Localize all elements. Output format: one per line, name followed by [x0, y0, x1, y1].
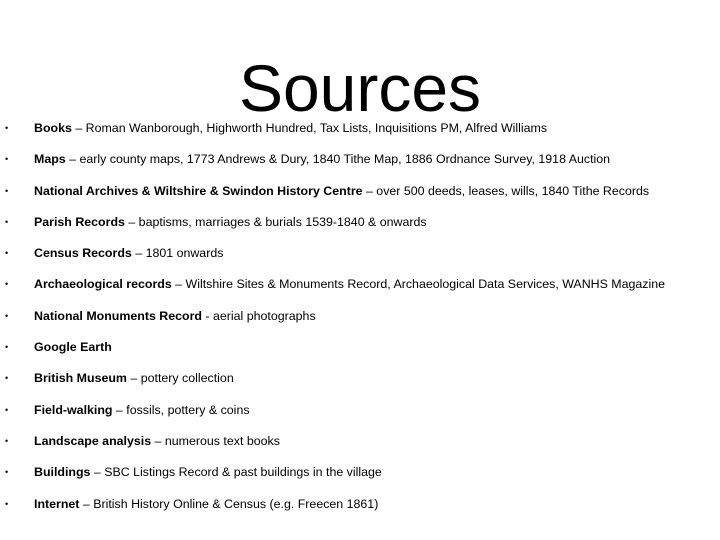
item-text	[34, 182, 649, 200]
item-text	[34, 369, 234, 387]
item-text	[34, 244, 223, 262]
item-heading: Buildings	[34, 465, 91, 480]
item-text	[34, 275, 665, 293]
item-text	[34, 432, 280, 450]
list-item	[0, 150, 720, 181]
bullet-icon: •	[5, 435, 9, 446]
list-item	[0, 182, 720, 213]
bullet-icon: •	[5, 373, 9, 384]
item-heading: Internet	[34, 496, 80, 511]
item-text	[34, 463, 382, 481]
bullet-icon: •	[5, 123, 9, 133]
bullet-icon: •	[5, 154, 9, 165]
list-item	[0, 432, 720, 463]
bullet-icon: •	[5, 310, 9, 321]
item-description: – British History Online & Census (e.g. Freecen 1861)	[79, 496, 379, 511]
list-item	[0, 338, 720, 369]
item-description: – pottery collection	[126, 371, 234, 386]
item-heading: Field-walking	[34, 402, 113, 417]
list-item	[0, 244, 720, 275]
item-description: – fossils, pottery & coins	[112, 402, 250, 417]
list-item	[0, 463, 720, 494]
list-item	[0, 401, 720, 432]
list-item	[0, 369, 720, 400]
bullet-icon: •	[5, 498, 9, 509]
item-description: – 1801 onwards	[131, 246, 224, 261]
item-description: – numerous text books	[151, 433, 280, 448]
bullet-icon: •	[5, 279, 9, 290]
item-heading: British Museum	[34, 371, 127, 386]
list-item	[0, 119, 720, 150]
item-description: – over 500 deeds, leases, wills, 1840 Tithe Records	[362, 183, 650, 198]
item-description: – Wiltshire Sites & Monuments Record, Archaeological Data Services, WANHS Magazine	[171, 277, 666, 292]
item-heading: Landscape analysis	[34, 433, 152, 448]
bullet-icon: •	[5, 248, 9, 259]
item-text	[34, 213, 427, 231]
bullet-icon: •	[5, 185, 9, 196]
bullet-icon: •	[5, 216, 9, 227]
item-heading: Maps	[34, 152, 66, 167]
item-heading: National Archives & Wiltshire & Swindon History Centre	[34, 183, 363, 198]
item-heading: National Monuments Record	[34, 308, 202, 323]
item-description: – early county maps, 1773 Andrews & Dury, 1840 Tithe Map, 1886 Ordnance Survey, 1918 Auction	[65, 152, 611, 167]
list-item	[0, 213, 720, 244]
item-heading: Archaeological records	[34, 277, 172, 292]
item-description: - aerial photographs	[201, 308, 316, 323]
item-text	[34, 119, 547, 137]
list-item	[0, 275, 720, 306]
item-heading: Google Earth	[34, 340, 112, 355]
item-heading: Books	[34, 121, 72, 135]
item-text	[34, 150, 610, 168]
bullet-icon: •	[5, 404, 9, 415]
item-description: – SBC Listings Record & past buildings in the village	[90, 465, 382, 480]
item-text	[34, 307, 316, 325]
item-text	[34, 495, 378, 513]
list-item	[0, 307, 720, 338]
sources-list	[0, 119, 720, 526]
slide-title: Sources	[238, 51, 482, 126]
item-heading: Census Records	[34, 246, 132, 261]
item-description: – baptisms, marriages & burials 1539-1840 & onwards	[124, 214, 427, 229]
bullet-icon: •	[5, 342, 9, 353]
item-description: – Roman Wanborough, Highworth Hundred, Tax Lists, Inquisitions PM, Alfred Williams	[71, 121, 548, 135]
item-text	[34, 338, 112, 356]
bullet-icon: •	[5, 467, 9, 478]
item-heading: Parish Records	[34, 214, 125, 229]
list-item	[0, 495, 720, 526]
item-text	[34, 401, 250, 419]
